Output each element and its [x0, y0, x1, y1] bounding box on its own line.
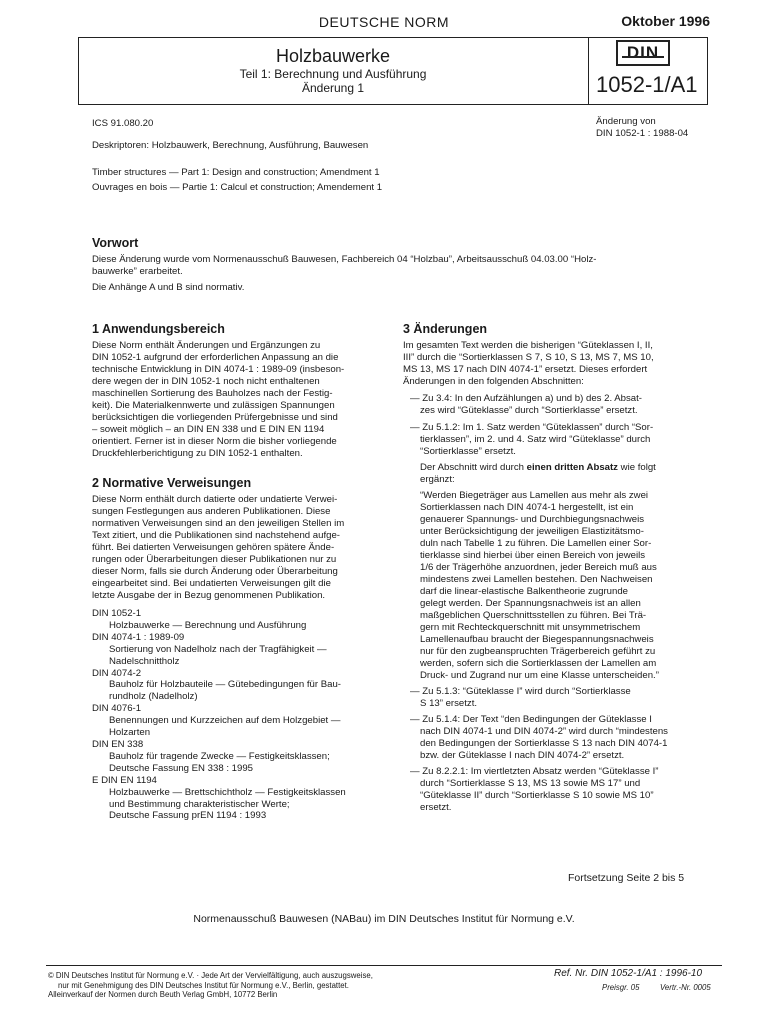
quote-line: Sortierklassen nach DIN 4074-1 hergestellt, ist ein	[420, 502, 634, 513]
amendment-item: — Zu 5.1.2: Im 1. Satz werden “Güteklassen” durch “Sor-	[410, 422, 654, 433]
text-line: dere wegen der in DIN 1052-1 noch nicht enthaltenen	[92, 376, 320, 387]
abschnitt-line: ergänzt:	[420, 474, 455, 485]
text-line: technische Entwicklung in DIN 4074-1 : 1989-09 (insbeson-	[92, 364, 345, 375]
vorwort-text	[92, 254, 704, 294]
quote-line: genauerer Spannungs- und Durchbiegungsnachweis	[420, 514, 645, 525]
amendment-item: S 13” ersetzt.	[420, 698, 478, 709]
text-line: normativen Verweisungen sind an den jeweiligen Stellen im	[92, 518, 345, 529]
abschnitt-bold: einen dritten Absatz	[526, 462, 618, 473]
text-line: keit). Die Materialkennwerte und zulässigen Spannungen	[92, 400, 335, 411]
price-group: Preisgr. 05	[602, 983, 640, 992]
amendment-item: “Sortierklasse” ersetzt.	[420, 446, 516, 457]
quote-line: darf die linear-elastische Balkentheorie zugrunde	[420, 586, 628, 597]
reference-desc: und Bestimmung charakteristischer Werte;	[109, 798, 290, 810]
reference-id: DIN 4074-1 : 1989-09	[92, 631, 185, 643]
text-line: sungen Festlegungen aus anderen Publikationen. Diese	[92, 506, 331, 517]
document-number: 1052-1/A1	[596, 72, 698, 97]
text-line: eingearbeitet sind. Bei undatierten Verweisungen gilt die	[92, 578, 331, 589]
descriptors: Deskriptoren: Holzbauwerk, Berechnung, Ausführung, Bauwesen	[92, 140, 369, 151]
reference-id: DIN 4076-1	[92, 703, 142, 715]
quote-line: Lamellenaufbau braucht der Biegespannungsnachweis	[420, 634, 654, 645]
header-date: Oktober 1996	[621, 13, 710, 29]
text-line: maschinellen Sortierung des Bauholzes nach der Festig-	[92, 388, 333, 399]
document-subtitle: Teil 1: Berechnung und Ausführung	[239, 67, 427, 81]
vorwort-line: Die Anhänge A und B sind normativ.	[92, 282, 245, 293]
reference-desc: Holzbauwerke — Brettschichtholz — Festigkeitsklassen	[109, 786, 346, 798]
reference-desc: Holzbauwerke — Berechnung und Ausführung	[109, 619, 307, 631]
text-line: orientiert. Ferner ist in dieser Norm die bisher vorliegende	[92, 436, 337, 447]
header-norm-label: DEUTSCHE NORM	[318, 14, 450, 30]
reference-desc: Bauholz für tragende Zwecke — Festigkeitsklassen;	[109, 750, 330, 762]
text-line: Im gesamten Text werden die bisherigen “Güteklassen I, II,	[403, 340, 653, 351]
amendment-item: — Zu 5.1.4: Der Text “den Bedingungen der Güteklasse I	[410, 714, 652, 725]
document-amendment: Änderung 1	[301, 81, 365, 95]
reference-id: DIN 1052-1	[92, 608, 142, 619]
abschnitt-post: wie folgt	[617, 462, 656, 473]
quote-line: duln nach Tabelle 1 zu führen. Die Lamellen einer Sor-	[420, 538, 652, 549]
din-logo: DIN	[616, 40, 670, 66]
copyright-line: nur mit Genehmigung des DIN Deutsches Institut für Normung e.V., Berlin, gestattet.	[58, 980, 349, 990]
ref-number: Ref. Nr. DIN 1052-1/A1 : 1996-10	[554, 968, 703, 979]
section-2-text	[92, 494, 392, 602]
text-line: Diese Norm enthält durch datierte oder undatierte Verwei-	[92, 494, 338, 505]
abschnitt-pre: Der Abschnitt wird durch	[420, 462, 527, 473]
title-frame-top	[78, 37, 708, 38]
amendment-of	[596, 116, 688, 140]
section-1-heading: 1 Anwendungsbereich	[92, 322, 225, 336]
reference-desc: Deutsche Fassung EN 338 : 1995	[109, 762, 253, 774]
amendment-item: — Zu 8.2.2.1: Im viertletzten Absatz werden “Güteklasse I”	[410, 766, 659, 777]
text-line: Diese Norm enthält Änderungen und Ergänzungen zu	[92, 340, 321, 351]
abschnitt-line	[403, 462, 703, 474]
text-line: dieser Norm, falls sie durch Änderung oder Überarbeitung	[92, 566, 338, 577]
title-frame-right	[707, 37, 708, 104]
normative-references-list	[92, 608, 392, 822]
text-line: führt. Bei datierten Verweisungen gehören spätere Ände-	[92, 542, 335, 553]
amendment-item: nach DIN 4074-1 und DIN 4074-2” wird durch “mindestens	[420, 726, 668, 737]
quote-line: gern mit Rechteckquerschnitt mit unsymmetrischem	[420, 622, 641, 633]
reference-desc: rundholz (Nadelholz)	[109, 691, 198, 703]
text-line: Druckfehlerberichtigung zu DIN 1052-1 enthalten.	[92, 448, 303, 459]
title-english: Timber structures — Part 1: Design and construction; Amendment 1	[92, 167, 380, 178]
copyright-line: © DIN Deutsches Institut für Normung e.V. · Jede Art der Vervielfältigung, auch auszugsweise,	[48, 971, 373, 980]
reference-desc: Nadelschnittholz	[109, 655, 180, 667]
reference-desc: Benennungen und Kurzzeichen auf dem Holzgebiet —	[109, 715, 341, 727]
quote-line: unter Berücksichtigung der jeweiligen Elastizitätsmo-	[420, 526, 644, 537]
quote-line: 1/6 der Trägerhöhe anzuordnen, jeder Bereich muß aus	[420, 562, 657, 573]
ics-code: ICS 91.080.20	[92, 118, 154, 129]
reference-desc: Deutsche Fassung prEN 1194 : 1993	[109, 810, 267, 822]
quote-line: tierklasse sind hierbei über einen Bereich von jeweils	[420, 550, 646, 561]
amendment-label: Änderung von	[596, 116, 656, 127]
text-line: Text zitiert, und die Publikationen sind nachstehend aufge-	[92, 530, 340, 541]
quote-line: Druck- und Zugrand nur um eine Klasse unterscheiden.”	[420, 670, 659, 681]
text-line: rungen oder Überarbeitungen dieser Publikationen nur zu	[92, 554, 337, 565]
document-title: Holzbauwerke	[275, 46, 391, 66]
footer-rule	[46, 965, 722, 966]
quote-line: nur für den zugbeanspruchten Trägerbereich geführt zu	[420, 646, 656, 657]
vorwort-line: bauwerke” erarbeitet.	[92, 266, 183, 277]
text-line: MS 13, MS 17 nach DIN 4074-1” ersetzt. Dieses erfordert	[403, 364, 648, 375]
section-2-heading: 2 Normative Verweisungen	[92, 476, 252, 490]
vorwort-heading: Vorwort	[92, 236, 139, 250]
text-line: letzte Ausgabe der in Bezug genommenen Publikation.	[92, 590, 326, 601]
amendment-item: tierklassen”, im 2. und 4. Satz wird “Güteklasse” durch	[420, 434, 651, 445]
amendment-item: bzw. der Güteklasse I nach DIN 4074-2” ersetzt.	[420, 750, 625, 761]
amendment-item: durch “Sortierklasse S 13, MS 13 sowie MS 17” und	[420, 778, 641, 789]
text-line: III” durch die “Sortierklassen S 7, S 10, S 13, MS 7, MS 10,	[403, 352, 654, 363]
reference-desc: Bauholz für Holzbauteile — Gütebedingungen für Bau-	[109, 679, 341, 691]
amendment-item: ersetzt.	[420, 802, 452, 813]
vorwort-line: Diese Änderung wurde vom Normenausschuß Bauwesen, Fachbereich 04 “Holzbau”, Arbeitsausschuß 04.03.00 “Holz-	[92, 254, 597, 265]
quote-line: maßgeblichen Querschnittsstellen zu führen. Bei Trä-	[420, 610, 647, 621]
reference-desc: Holzarten	[109, 727, 151, 739]
amendment-item: “Güteklasse II” durch “Sortierklasse S 10 sowie MS 10”	[420, 790, 654, 801]
section-3-heading: 3 Änderungen	[403, 322, 488, 336]
quote-line: “Werden Biegeträger aus Lamellen aus mehr als zwei	[420, 490, 649, 501]
text-line: – soweit möglich – an DIN EN 338 und E DIN EN 1194	[92, 424, 325, 435]
section-1-text	[92, 340, 392, 460]
amendment-item: zes wird “Güteklasse” durch “Sortierklasse” ersetzt.	[420, 405, 638, 416]
quote-line: gelegt werden. Der Spannungsnachweis ist an allen	[420, 598, 641, 609]
copyright-line: Alleinverkauf der Normen durch Beuth Verlag GmbH, 10772 Berlin	[48, 990, 278, 999]
committee-line: Normenausschuß Bauwesen (NABau) im DIN Deutsches Institut für Normung e.V.	[193, 913, 575, 925]
reference-id: E DIN EN 1194	[92, 774, 157, 786]
amendment-item: — Zu 5.1.3: “Güteklasse I” wird durch “Sortierklasse	[410, 686, 631, 697]
title-french: Ouvrages en bois — Partie 1: Calcul et construction; Amendement 1	[92, 182, 383, 193]
amendment-ref: DIN 1052-1 : 1988-04	[596, 128, 689, 139]
section-3-text	[403, 340, 703, 814]
continuation-note: Fortsetzung Seite 2 bis 5	[568, 872, 685, 884]
quote-line: werden, sofern sich die Sortierklassen der Lamellen am	[420, 658, 657, 669]
text-line: berücksichtigen die vorliegenden Prüfergebnisse und sind	[92, 412, 338, 423]
title-frame-divider	[588, 37, 589, 104]
amendment-item: den Bedingungen der Sortierklasse S 13 nach DIN 4074-1	[420, 738, 668, 749]
amendment-item: — Zu 3.4: In den Aufzählungen a) und b) des 2. Absat-	[410, 393, 643, 404]
copyright-notice	[48, 971, 373, 1000]
distribution-number: Vertr.-Nr. 0005	[660, 983, 711, 992]
text-line: Änderungen in den folgenden Abschnitten:	[403, 376, 584, 387]
reference-desc: Sortierung von Nadelholz nach der Tragfähigkeit —	[109, 643, 327, 655]
quote-line: mindestens zwei Lamellen bestehen. Den Nachweisen	[420, 574, 653, 585]
text-line: DIN 1052-1 aufgrund der erforderlichen Anpassung an die	[92, 352, 339, 363]
title-frame-bottom	[78, 104, 708, 105]
reference-id: DIN EN 338	[92, 738, 144, 750]
reference-id: DIN 4074-2	[92, 667, 142, 679]
